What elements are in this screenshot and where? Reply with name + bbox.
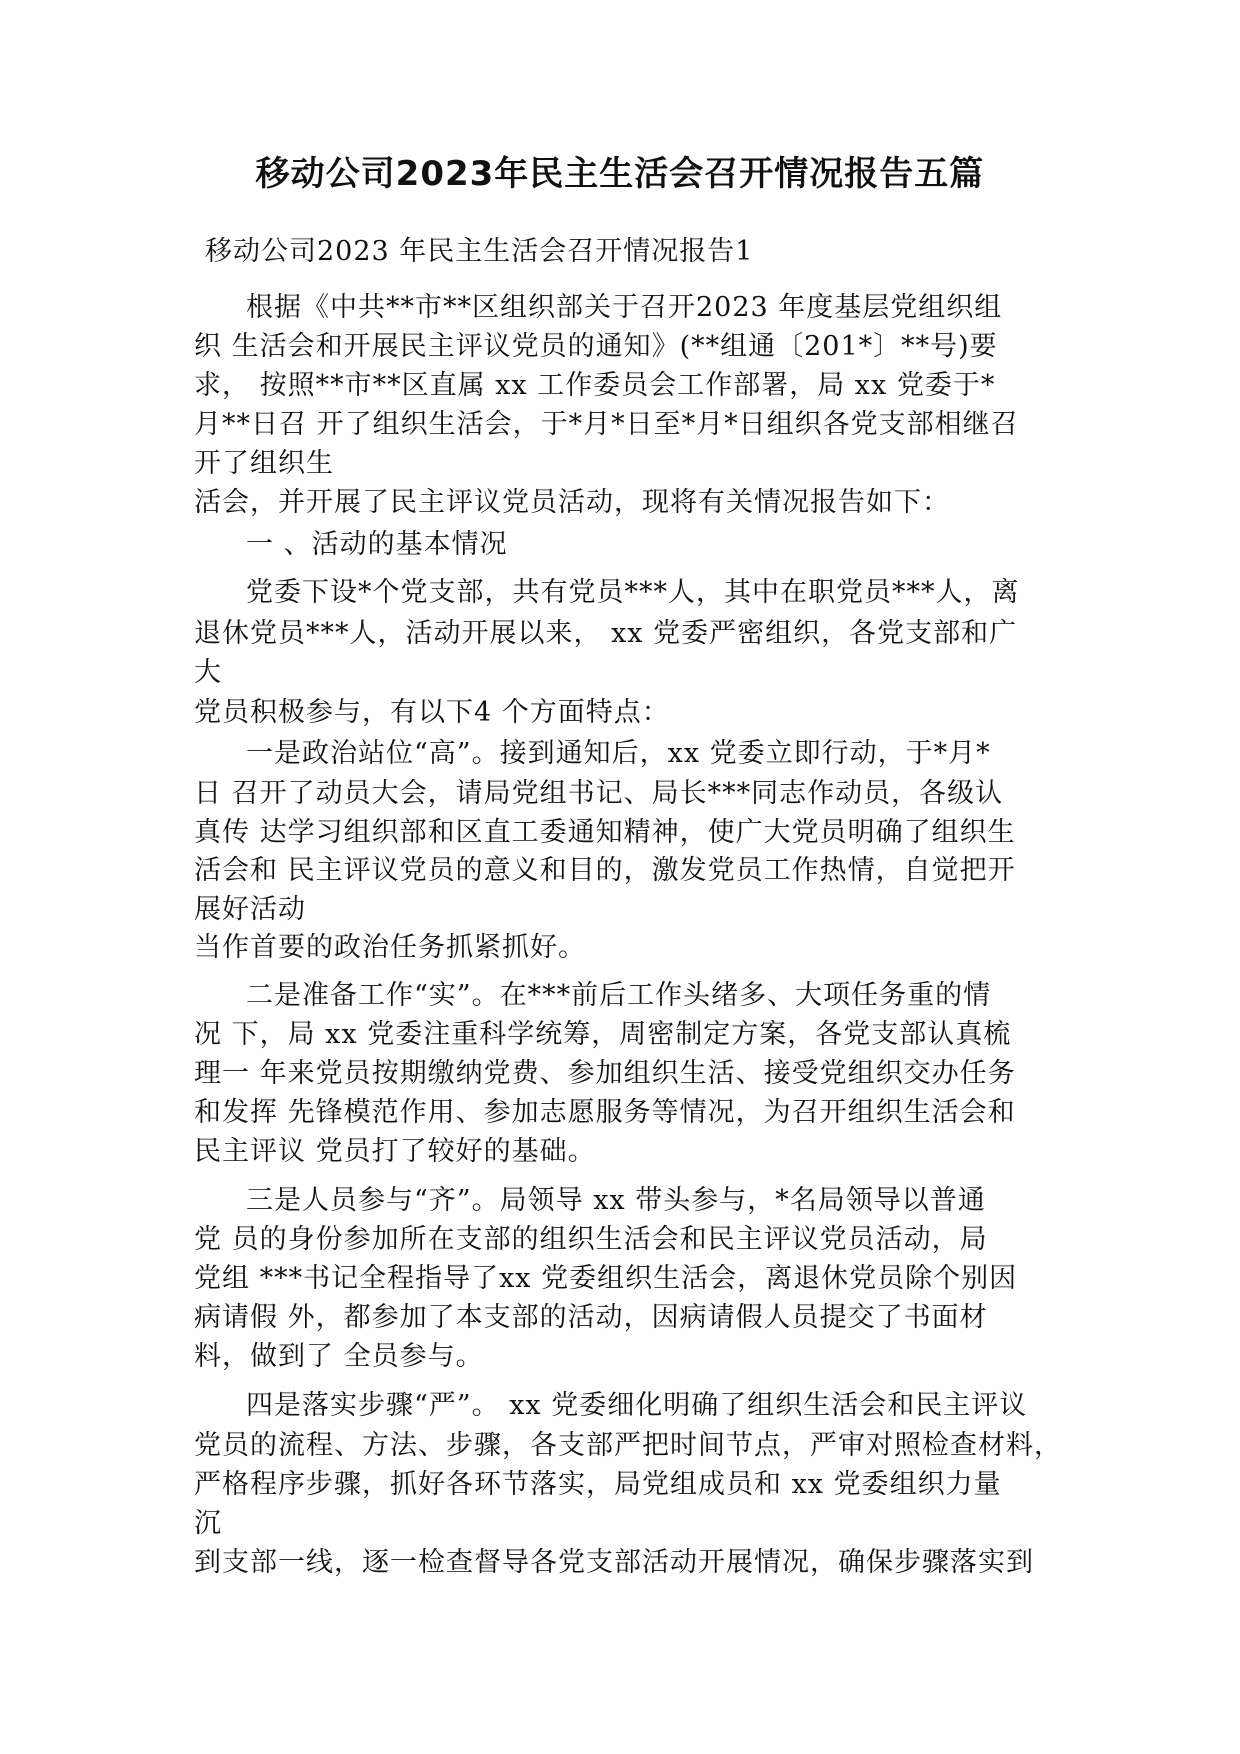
- text-line: 民主评议 党员打了较好的基础。: [194, 1136, 596, 1167]
- document-title: 移动公司2023年民主生活会召开情况报告五篇: [255, 154, 985, 194]
- text-line: 料，做到了 全员参与。: [194, 1341, 484, 1372]
- text-line: 党 员的身份参加所在支部的组织生活会和民主评议党员活动，局: [194, 1224, 988, 1255]
- text-line: 退休党员***人，活动开展以来， xx 党委严密组织，各党支部和广: [194, 618, 1018, 649]
- text-line: 党组 ***书记全程指导了xx 党委组织生活会，离退休党员除个别因: [194, 1263, 1018, 1294]
- text-line: 根据《中共**市**区组织部关于召开2023 年度基层党组织组: [246, 292, 1003, 323]
- text-line: 党员积极参与，有以下4 个方面特点：: [194, 697, 670, 728]
- text-line: 到支部一线，逐一检查督导各党支部活动开展情况，确保步骤落实到: [194, 1547, 1034, 1578]
- text-line: 党员的流程、方法、步骤，各支部严把时间节点，严审对照检查材料，: [194, 1430, 1062, 1461]
- text-line: 理一 年来党员按期缴纳党费、参加组织生活、接受党组织交办任务: [194, 1058, 1016, 1089]
- text-line: 求， 按照**市**区直属 xx 工作委员会工作部署，局 xx 党委于*: [194, 370, 996, 401]
- text-line: 四是落实步骤“严”。 xx 党委细化明确了组织生活会和民主评议: [246, 1390, 1028, 1421]
- text-line: 当作首要的政治任务抓紧抓好。: [194, 932, 586, 963]
- text-line: 一是政治站位“高”。接到通知后，xx 党委立即行动，于*月*: [246, 738, 991, 769]
- section-heading: 一 、活动的基本情况: [246, 529, 508, 560]
- text-line: 展好活动: [194, 894, 306, 925]
- text-line: 沉: [194, 1508, 222, 1539]
- text-line: 三是人员参与“齐”。局领导 xx 带头参与，*名局领导以普通: [246, 1185, 986, 1216]
- text-line: 日 召开了动员大会，请局党组书记、局长***同志作动员，各级认: [194, 778, 1004, 809]
- text-line: 开了组织生: [194, 448, 334, 479]
- text-line: 病请假 外，都参加了本支部的活动，因病请假人员提交了书面材: [194, 1302, 988, 1333]
- text-line: 织 生活会和开展民主评议党员的通知》(**组通〔201*〕**号)要: [194, 331, 998, 362]
- report-heading: 移动公司2023 年民主生活会召开情况报告1: [205, 236, 754, 267]
- text-line: 活会和 民主评议党员的意义和目的，激发党员工作热情，自觉把开: [194, 855, 1016, 886]
- text-line: 严格程序步骤，抓好各环节落实，局党组成员和 xx 党委组织力量: [194, 1469, 1002, 1500]
- text-line: 和发挥 先锋模范作用、参加志愿服务等情况，为召开组织生活会和: [194, 1097, 1016, 1128]
- text-line: 大: [194, 657, 222, 688]
- text-line: 月**日召 开了组织生活会，于*月*日至*月*日组织各党支部相继召: [194, 409, 1019, 440]
- text-line: 活会，并开展了民主评议党员活动，现将有关情况报告如下：: [194, 487, 950, 518]
- text-line: 真传 达学习组织部和区直工委通知精神，使广大党员明确了组织生: [194, 817, 1016, 848]
- text-line: 党委下设*个党支部，共有党员***人，其中在职党员***人，离: [246, 577, 1020, 608]
- text-line: 二是准备工作“实”。在***前后工作头绪多、大项任务重的情: [246, 980, 992, 1011]
- text-line: 况 下，局 xx 党委注重科学统筹，周密制定方案，各党支部认真梳: [194, 1019, 1012, 1050]
